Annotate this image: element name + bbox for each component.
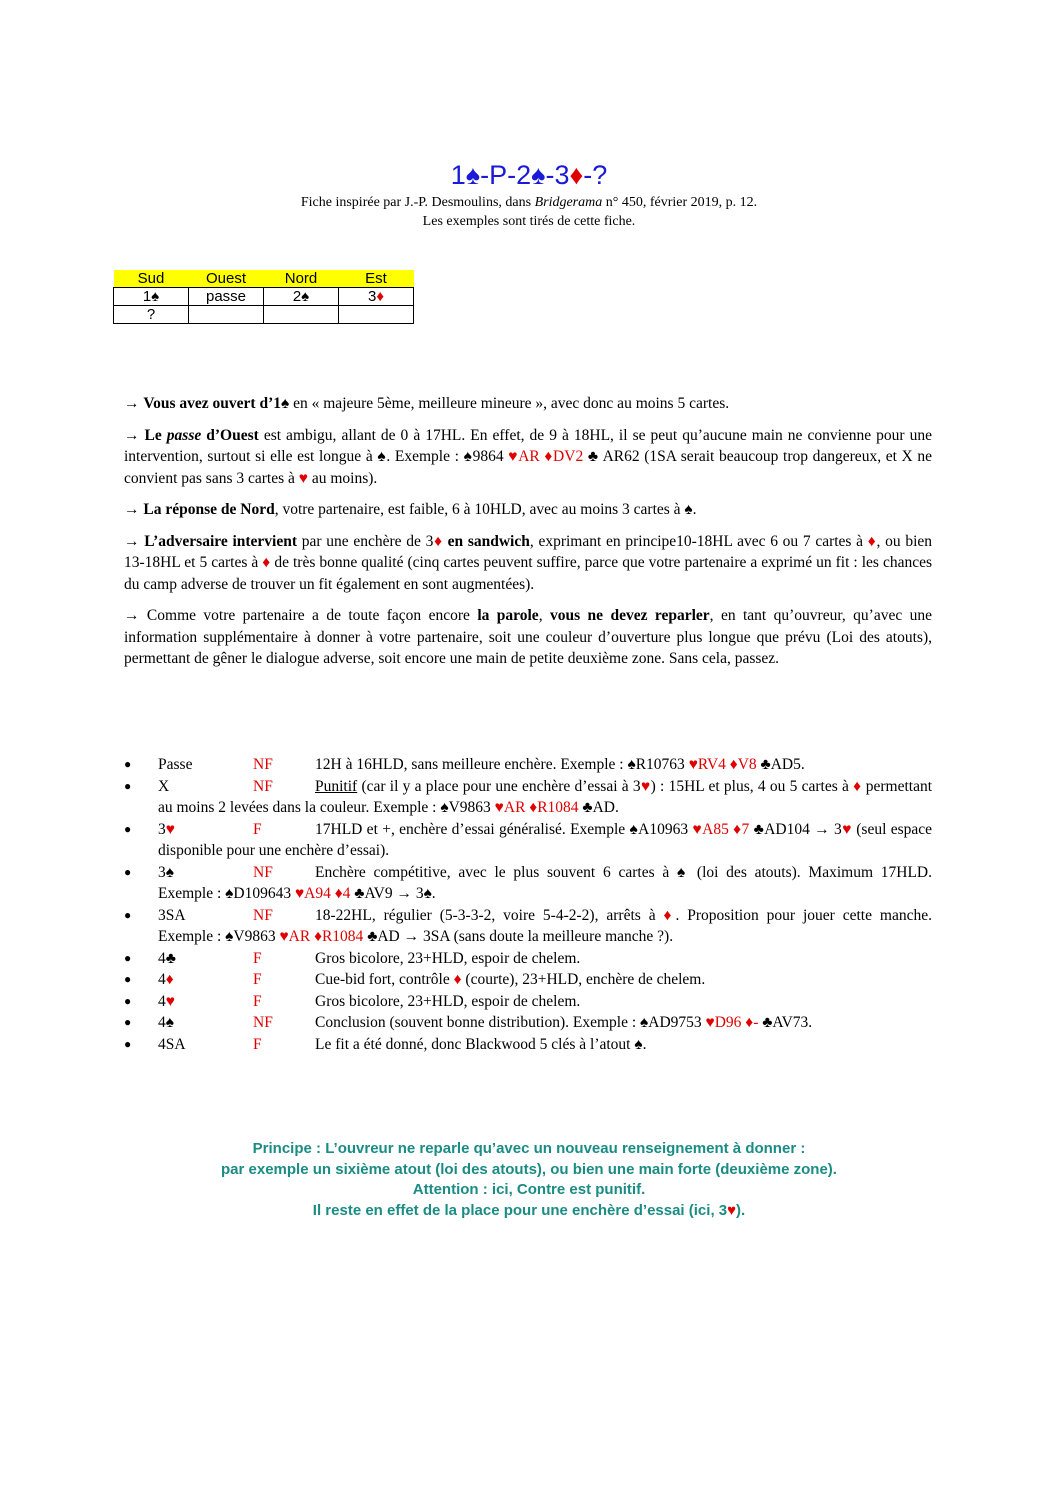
explanation-paragraphs [124, 393, 932, 680]
bid-sud-question: ? [114, 306, 189, 324]
header-nord: Nord [264, 270, 339, 288]
list-item-4-spade: ● 4♠ NF Conclusion (souvent bonne distribution). Exemple : ♠AD9753 ♥D96 ♦- ♣AV73. [124, 1014, 813, 1031]
list-item-4-club: ● 4♣ F Gros bicolore, 23+HLD, espoir de chelem. [124, 949, 581, 967]
list-item-4-diamond: ● 4♦ F Cue-bid fort, contrôle ♦ (courte), 23+HLD, enchère de chelem. [124, 971, 706, 988]
bid-ouest: passe [189, 288, 264, 306]
subtitle: Fiche inspirée par J.-P. Desmoulins, dans Bridgerama n° 450, février 2019, p. 12. Les exemples sont tirés de cette fiche. [300, 195, 758, 229]
bidding-table [113, 270, 414, 324]
header-sud: Sud [114, 270, 189, 288]
list-item-3-heart: ● 3♥ F 17HLD et +, enchère d’essai généralisé. Exemple ♠A10963 ♥A85 ♦7 ♣AD104 → 3♥ (seul espace disponible pour une enchère d’essai). [124, 820, 933, 859]
paragraph-opening: → Vous avez ouvert d’1♠ en « majeure 5ème, meilleure mineure », avec donc au moins 5 cartes. [124, 395, 730, 412]
bid-est: 3♦ [339, 288, 414, 306]
list-item-x: ● X NF Punitif (car il y a place pour une enchère d’essai à 3♥) : 15HL et plus, 4 ou 5 cartes à ♦ permettant au moins 2 levées dans la couleur. Exemple : ♠V9863 ♥AR ♦R1084 ♣AD. [124, 777, 932, 816]
paragraph-north-response: → La réponse de Nord, votre partenaire, est faible, 6 à 10HLD, avec au moins 3 cartes à ♠. [124, 501, 697, 518]
list-item-3-spade: ● 3♠ NF Enchère compétitive, avec le plus souvent 6 cartes à ♠ (loi des atouts). Maximum 17HLD. Exemple : ♠D109643 ♥A94 ♦4 ♣AV9 → 3♠. [124, 863, 932, 902]
bid-empty [264, 306, 339, 324]
rebid-options-list [124, 754, 932, 1055]
list-item-4-heart: ● 4♥ F Gros bicolore, 23+HLD, espoir de chelem. [124, 992, 581, 1010]
header-ouest: Ouest [189, 270, 264, 288]
paragraph-rebid-rule: → Comme votre partenaire a de toute façon encore la parole, vous ne devez reparler, en tant qu’ouvreur, qu’avec une information supplémentaire à donner à votre partenaire, soit une couleur d’ouverture plus longue que prévu (Loi des atouts), permettant de gêner le dialogue adverse, soit encore une main de petite deuxième zone. Sans cela, passez. [124, 607, 933, 667]
page-title: 1♠-P-2♠-3♦-? [450, 160, 608, 190]
bid-empty [189, 306, 264, 324]
list-item-4sa: ● 4SA F Le fit a été donné, donc Blackwood 5 clés à l’atout ♠. [124, 1035, 647, 1053]
list-item-passe: ● Passe NF 12H à 16HLD, sans meilleure enchère. Exemple : ♠R10763 ♥RV4 ♦V8 ♣AD5. [124, 756, 805, 773]
list-item-3sa: ● 3SA NF 18-22HL, régulier (5-3-3-2, voire 5-4-2-2), arrêts à ♦. Proposition pour jouer cette manche. Exemple : ♠V9863 ♥AR ♦R1084 ♣AD → 3SA (sans doute la meilleure manche ?). [124, 906, 932, 945]
paragraph-opponent-intervention: → L’adversaire intervient par une enchère de 3♦ en sandwich, exprimant en principe10-18HL avec 6 ou 7 cartes à ♦, ou bien 13-18HL et 5 cartes à ♦ de très bonne qualité (cinq cartes peuvent suffire, parce que votre partenaire a exprimé un fit : les chances du camp adverse de trouver un fit également en sont augmentées). [124, 532, 933, 593]
bid-sud: 1♠ [114, 288, 189, 306]
bid-empty [339, 306, 414, 324]
bid-nord: 2♠ [264, 288, 339, 306]
paragraph-west-pass: → Le passe d’Ouest est ambigu, allant de 0 à 17HL. En effet, de 9 à 18HL, il se peut qu’aucune main ne convienne pour une intervention, surtout si elle est longue à ♠. Exemple : ♠9864 ♥AR ♦DV2 ♣ AR62 (1SA serait beaucoup trop dangereux, et X ne convient pas sans 3 cartes à ♥ au moins). [124, 426, 933, 487]
header-est: Est [339, 270, 414, 288]
principle-box: Principe : L’ouvreur ne reparle qu’avec un nouveau renseignement à donner : par exemple un sixième atout (loi des atouts), ou bien une main forte (deuxième zone). Attention : ici, Contre est punitif. Il reste en effet de la place pour une enchère d’essai (ici, 3♥). [221, 1140, 837, 1219]
